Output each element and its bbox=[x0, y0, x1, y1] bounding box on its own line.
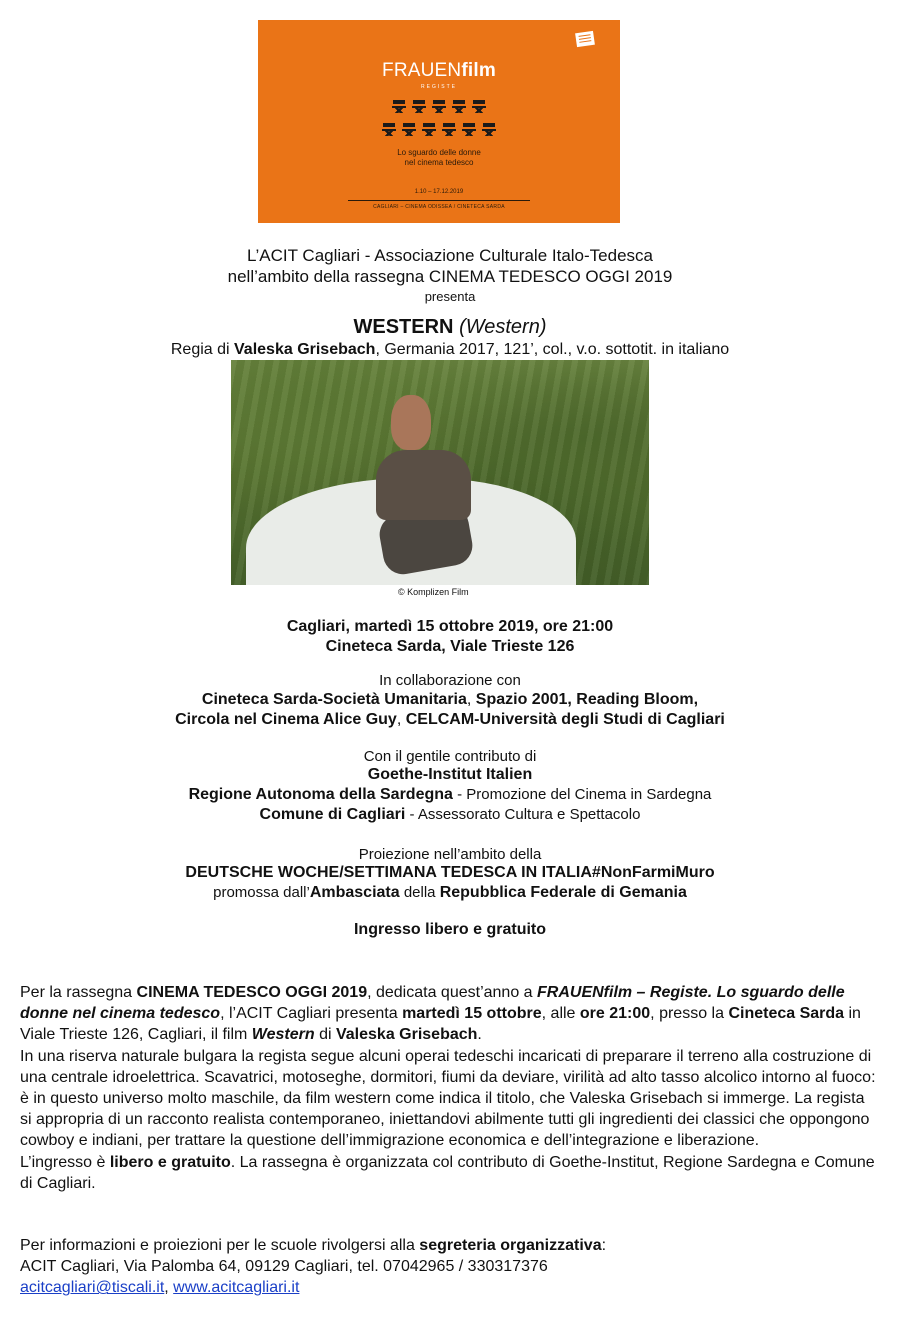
poster-tagline bbox=[258, 148, 620, 168]
partner-alice-guy: Circola nel Cinema Alice Guy bbox=[175, 711, 397, 728]
poster-divider bbox=[348, 200, 530, 201]
director-chair-icon bbox=[382, 123, 396, 136]
promo-text: promossa dall’ bbox=[213, 884, 310, 901]
partner-separator: , bbox=[466, 691, 476, 708]
collab-intro: In collaborazione con bbox=[379, 672, 521, 689]
film-title bbox=[0, 314, 900, 340]
info-contacts bbox=[20, 1277, 880, 1298]
regione-name: Regione Autonoma della Sardegna bbox=[188, 786, 453, 803]
p1-series: CINEMA TEDESCO OGGI 2019 bbox=[136, 984, 368, 1001]
partner-spazio-reading: Spazio 2001, Reading Bloom, bbox=[475, 691, 699, 708]
director-chair-icon bbox=[462, 123, 476, 136]
info-secretariat: segreteria organizzativa bbox=[419, 1237, 602, 1254]
p1-text: di bbox=[314, 1026, 336, 1044]
p1-time: ore 21:00 bbox=[579, 1005, 651, 1023]
p1-date: martedì 15 ottobre bbox=[402, 1005, 542, 1023]
p3-text: L’ingresso è bbox=[20, 1153, 110, 1171]
director-chair-icon bbox=[422, 123, 436, 136]
body-paragraph-2: In una riserva naturale bulgara la regista segue alcuni operai tedeschi incaricati di preparare il terreno alla costruzione di una centrale idroelettrica. Scavatrici, motoseghe, dormitori, fiumi da deviare, virilità ad alto tasso alcolico intorno al fuoco: è in questo universo molto maschile, da film western come indica il titolo, che Valeska Grisebach si immerge. La regista si appropria di un racconto realista contemporaneo, iniettandovi abilmente tutti gli ingredienti dei classici che oppongono cowboy e indiani, per trattare la questione dell’immigrazione economica e dell’integrazione e liberazione. bbox=[20, 1047, 876, 1150]
director-chair-icon bbox=[432, 100, 446, 113]
presents-line: presenta bbox=[424, 289, 476, 304]
credits-prefix: Regia di bbox=[170, 341, 235, 358]
director-chair-icon bbox=[402, 123, 416, 136]
organizer-line: L’ACIT Cagliari - Associazione Culturale Italo-Tedesca bbox=[247, 246, 653, 265]
body-paragraph-1 bbox=[20, 982, 880, 1194]
p3-free: libero e gratuito bbox=[109, 1153, 231, 1171]
p1-director: Valeska Grisebach bbox=[335, 1026, 478, 1044]
p1-film: Western bbox=[251, 1026, 315, 1044]
brand-suffix: film bbox=[461, 60, 496, 81]
week-title: DEUTSCHE WOCHE/SETTIMANA TEDESCA IN ITALIA#NonFarmiMuro bbox=[185, 864, 715, 881]
website-link[interactable]: www.acitcagliari.it bbox=[173, 1279, 300, 1297]
promo-embassy: Ambasciata bbox=[309, 884, 400, 901]
p1-text: , l’ACIT Cagliari presenta bbox=[220, 1005, 403, 1023]
info-line-1 bbox=[20, 1235, 880, 1256]
week-intro: Proiezione nell’ambito della bbox=[358, 846, 542, 863]
ticket-logo-icon bbox=[575, 31, 595, 47]
contrib-goethe: Goethe-Institut Italien bbox=[367, 766, 533, 783]
event-datetime: Cagliari, martedì 15 ottobre 2019, ore 21:00 bbox=[286, 618, 614, 635]
p1-venue: Cineteca Sarda bbox=[728, 1005, 845, 1023]
week-promoter bbox=[0, 883, 900, 903]
promo-republic: Repubblica Federale di Gemania bbox=[439, 884, 687, 901]
comune-name: Comune di Cagliari bbox=[259, 806, 406, 823]
p1-text: . bbox=[477, 1026, 482, 1044]
partner-celcam: CELCAM-Università degli Studi di Cagliari bbox=[405, 711, 725, 728]
series-line: nell’ambito della rassegna CINEMA TEDESCO OGGI 2019 bbox=[227, 267, 673, 286]
p3-text: . La rassegna è organizzata col contributo di Goethe-Institut, Regione Sardegna e Comune di Cagliari. bbox=[20, 1153, 875, 1192]
promo-text-2: della bbox=[399, 884, 440, 901]
p1-text: Per la rassegna bbox=[20, 984, 137, 1001]
director-chair-icon bbox=[452, 100, 466, 113]
info-text: : bbox=[601, 1237, 607, 1254]
contrib-regione bbox=[0, 785, 900, 805]
poster-brand bbox=[258, 60, 620, 82]
contrib-intro: Con il gentile contributo di bbox=[363, 748, 537, 765]
tagline-line-1: Lo sguardo delle donne bbox=[397, 148, 481, 157]
director-chairs-row-1 bbox=[258, 100, 620, 118]
info-address: ACIT Cagliari, Via Palomba 64, 09129 Cagliari, tel. 07042965 / 330317376 bbox=[20, 1258, 548, 1276]
tagline-line-2: nel cinema tedesco bbox=[404, 158, 474, 167]
collab-partners-2: Circola nel Cinema Alice Guy, CELCAM-Università degli Studi di Cagliari bbox=[175, 711, 725, 728]
entry-note: Ingresso libero e gratuito bbox=[353, 921, 547, 938]
director-chair-icon bbox=[442, 123, 456, 136]
director-chair-icon bbox=[412, 100, 426, 113]
regione-note: - Promozione del Cinema in Sardegna bbox=[452, 786, 712, 803]
director-chair-icon bbox=[482, 123, 496, 136]
brand-prefix: FRAUEN bbox=[382, 60, 462, 81]
film-title-main: WESTERN bbox=[353, 316, 454, 338]
email-link[interactable]: acitcagliari@tiscali.it bbox=[20, 1279, 165, 1297]
event-venue: Cineteca Sarda, Viale Trieste 126 bbox=[325, 638, 575, 655]
director-name: Valeska Grisebach bbox=[234, 341, 376, 358]
p1-text: , presso la bbox=[650, 1005, 729, 1023]
film-credits bbox=[0, 340, 900, 360]
poster-dates: 1.10 – 17.12.2019 bbox=[414, 189, 464, 195]
film-still-image bbox=[231, 360, 649, 585]
poster-brand-sub: REGISTE bbox=[421, 84, 457, 90]
poster-image bbox=[258, 20, 620, 223]
contacts-separator: , bbox=[164, 1279, 174, 1297]
contrib-comune bbox=[0, 805, 900, 825]
p1-text: in Viale Trieste 126, Cagliari, il film bbox=[20, 1005, 861, 1044]
body-paragraph-3 bbox=[20, 1152, 880, 1194]
p1-festival-title: FRAUENfilm – Registe. Lo sguardo delle donne nel cinema tedesco bbox=[20, 984, 845, 1023]
credits-details: , Germania 2017, 121’, col., v.o. sottotit. in italiano bbox=[375, 341, 730, 358]
info-block bbox=[20, 1235, 880, 1299]
collab-partners-1 bbox=[0, 690, 900, 710]
photo-credit: © Komplizen Film bbox=[398, 587, 469, 597]
director-chairs-row-2 bbox=[258, 123, 620, 141]
poster-venue: CAGLIARI – CINEMA ODISSEA / CINETECA SARDA bbox=[373, 204, 505, 210]
comune-note: - Assessorato Cultura e Spettacolo bbox=[405, 806, 641, 823]
info-text: Per informazioni e proiezioni per le scuole rivolgersi alla bbox=[20, 1237, 420, 1254]
director-chair-icon bbox=[472, 100, 486, 113]
p1-text: , dedicata quest’anno a bbox=[367, 984, 537, 1001]
partner-cineteca: Cineteca Sarda-Società Umanitaria bbox=[201, 691, 467, 708]
film-title-original: (Western) bbox=[459, 316, 547, 338]
p1-text: , alle bbox=[541, 1005, 580, 1023]
director-chair-icon bbox=[392, 100, 406, 113]
